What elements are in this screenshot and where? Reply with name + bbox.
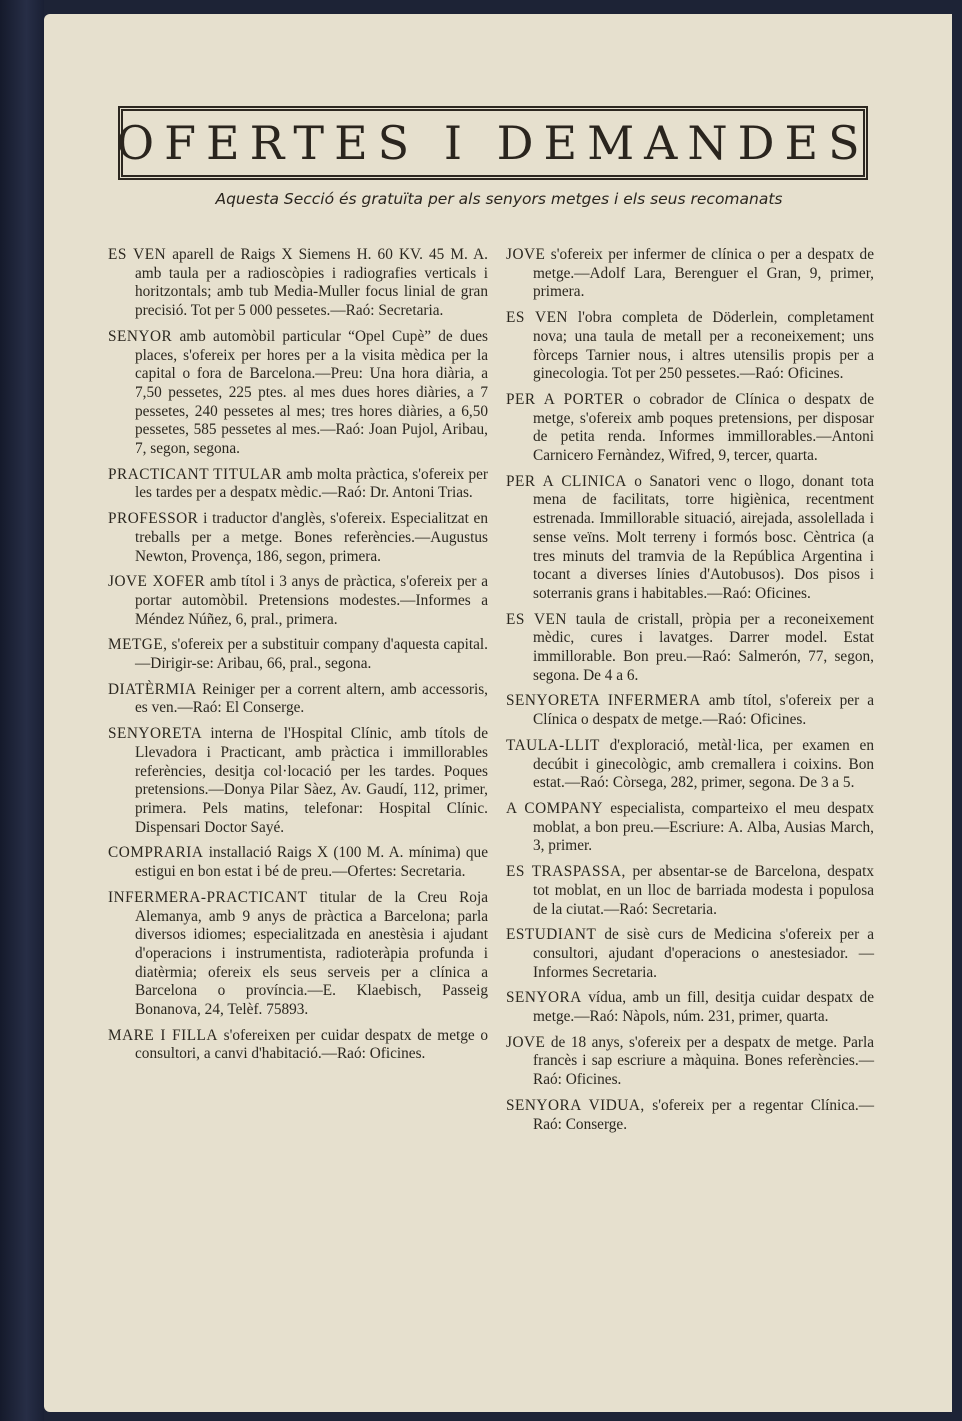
classified-ad [506, 863, 874, 919]
classified-ad [506, 611, 874, 686]
page-title: OFERTES I DEMANDES [116, 116, 870, 170]
classified-ad [506, 989, 874, 1026]
ad-text: de 18 anys, s'ofereix per a despatx de metge. Parla francès i sap escriure a màquina. Bones referències.—Raó: Oficines. [533, 1033, 874, 1089]
ad-lead: PROFESSOR [108, 510, 199, 528]
left-column [108, 246, 488, 1071]
classified-ad [506, 246, 874, 302]
classified-ad [108, 725, 488, 837]
ad-text: i traductor d'anglès, s'ofereix. Especialitzat en treballs per a metge. Bones referències.—Augustus Newton, Provença, 186, segon, primera. [135, 510, 488, 565]
ad-text: o cobrador de Clínica o despatx de metge, s'ofereix amb poques pretensions, per disposar de petita renda. Informes immillorables.—Antoni Carnicero Fernàndez, Wifred, 9, tercer, quarta. [533, 390, 874, 465]
ad-lead: PER A CLINICA [506, 472, 627, 490]
classified-ad [108, 466, 488, 503]
classified-ad [108, 1027, 488, 1064]
classified-ad [108, 246, 488, 321]
ad-text: taula de cristall, pròpia per a reconeixement mèdic, cures i lavatges. Darrer model. Estat immillorable. Bon preu.—Raó: Salmerón, 77, segon, segona. De 4 a 6. [533, 610, 874, 684]
classified-ad [108, 889, 488, 1020]
title-frame [118, 106, 868, 180]
ad-text: titular de la Creu Roja Alemanya, amb 9 anys de pràctica a Barcelona; parla diversos idiomes; especialitzada en anestèsia i ajudant d'operacions i instrumentista, radioteràpia profunda i diatèrmia; ofereix els seus serveis per a clínica a Barcelona o província.—E. Klaebisch, Passeig Bonanova, 24, Telèf. 75893. [135, 888, 488, 1019]
ad-lead: SENYORETA INFERMERA [506, 692, 701, 710]
ad-text: per absentar-se de Barcelona, despatx tot moblat, en un lloc de barriada modesta i populosa de la ciutat.—Raó: Secretaria. [533, 863, 874, 918]
ad-text: Reiniger per a corrent altern, amb accessoris, es ven.—Raó: El Conserge. [135, 680, 488, 717]
classified-ad [506, 391, 874, 466]
ad-text: amb títol, s'ofereix per a Clínica o despatx de metge.—Raó: Oficines. [533, 692, 874, 729]
classified-ad [506, 692, 874, 729]
classified-ad [108, 636, 488, 673]
ad-text: amb automòbil particular “Opel Cupè” de dues places, s'ofereix per hores per a la visita mèdica per la capital o fora de Barcelona.—Preu: Una hora diària, a 7,50 pessetes, 225 ptes. al mes dues hores diàries, a 7 pessetes, 240 pessetes al mes; tres hores diàries, a 6,50 pessetes, 585 pessetes al mes.—Raó: Joan Pujol, Aribau, 7, segon, segona. [135, 327, 488, 458]
ad-text: amb títol i 3 anys de pràctica, s'ofereix per a portar automòbil. Pretensions modestes.—Informes a Méndez Núñez, 6, pral., primera. [135, 573, 488, 628]
ad-lead: METGE, [108, 636, 168, 654]
classified-ad [108, 328, 488, 459]
ad-lead: SENYORA VIDUA, [506, 1096, 645, 1114]
ad-lead: JOVE XOFER [108, 573, 206, 591]
ad-lead: TAULA-LLIT [506, 736, 600, 754]
classified-ad [506, 800, 874, 856]
ad-lead: PER A PORTER [506, 390, 625, 408]
ad-text: de sisè curs de Medicina s'ofereix per a consultori, ajudant d'operacions o anestesiador. — Informes Secretaria. [533, 926, 874, 981]
classified-ad [108, 573, 488, 629]
ad-text: installació Raigs X (100 M. A. mínima) que estigui en bon estat i bé de preu.—Ofertes: Secretaria. [135, 844, 488, 881]
ad-text: o Sanatori venc o llogo, donant tota mena de facilitats, torre higiènica, recentment estrenada. Immillorable situació, airejada, assolellada i sense veïns. Molt terreny i formós bosc. Cèntrica (a tres minuts del tramvia de la República Argentina i tocant a diverses línies d'Autobusos). Dos pisos i soterranis grans i habitables.—Raó: Oficines. [533, 472, 875, 602]
ad-text: vídua, amb un fill, desitja cuidar despatx de metge.—Raó: Nàpols, núm. 231, primer, quarta. [533, 989, 874, 1026]
ad-text: s'ofereixen per cuidar despatx de metge o consultori, a canvi d'habitació.—Raó: Oficines. [135, 1026, 488, 1063]
ad-lead: ESTUDIANT [506, 926, 597, 944]
classified-ad [506, 1097, 874, 1134]
right-column [506, 246, 874, 1141]
classified-ad [506, 737, 874, 793]
classified-ad [506, 926, 874, 982]
ad-lead: DIATÈRMIA [108, 680, 197, 698]
ad-lead: ES VEN [506, 309, 568, 327]
ad-lead: SENYORA [506, 989, 582, 1007]
ad-lead: JOVE [506, 1033, 546, 1051]
ad-text: l'obra completa de Döderlein, completament nova; una taula de metall per a reconeixement; uns fòrceps Tarnier nous, i altres utensilis propis per a ginecologia. Tot per 250 pessetes.—Raó: Oficines. [533, 309, 875, 383]
journal-page [44, 14, 952, 1412]
ad-lead: ES VEN [506, 610, 567, 628]
classified-ad [108, 681, 488, 718]
classified-ad [506, 1034, 874, 1090]
ad-lead: ES VEN [108, 246, 167, 263]
ad-lead: ES TRASPASSA, [506, 863, 626, 881]
ad-text: interna de l'Hospital Clínic, amb títols de Llevadora i Practicant, amb pràctica i immillorables referències, desitja col·locació per les tardes. Poques pretensions.—Donya Pilar Sàez, Av. Gaudí, 112, primer, primera. Pels matins, telefonar: Hospital Clínic. Dispensari Doctor Sayé. [135, 725, 488, 836]
book-spine [0, 0, 44, 1421]
ad-text: s'ofereix per a regentar Clínica.—Raó: Conserge. [533, 1096, 874, 1133]
classified-ad [108, 844, 488, 881]
ad-lead: INFERMERA-PRACTICANT [108, 888, 308, 906]
ad-text: aparell de Raigs X Siemens H. 60 KV. 45 M. A. amb taula per a radioscòpies i radiografies verticals i horitzontals; amb tub Media-Muller focus linial de gran precisió. Tot per 5 000 pessetes.—Raó: Secretaria. [135, 246, 488, 320]
ad-text: d'exploració, metàl·lica, per examen en decúbit i ginecològic, amb cremallera i coixins. Bon estat.—Raó: Còrsega, 282, primer, segona. De 3 a 5. [533, 736, 874, 792]
classified-ad [506, 309, 874, 384]
ad-text: s'ofereix per infermer de clínica o per a despatx de metge.—Adolf Lara, Berenguer el Gran, 9, primer, primera. [533, 246, 874, 301]
ad-text: amb molta pràctica, s'ofereix per les tardes per a despatx mèdic.—Raó: Dr. Antoni Trias. [135, 465, 489, 502]
ad-lead: JOVE [506, 246, 546, 263]
ad-lead: SENYOR [108, 327, 173, 345]
ad-text: especialista, comparteixo el meu despatx moblat, a bon preu.—Escriure: A. Alba, Ausias March, 3, primer. [533, 799, 874, 855]
ad-lead: PRACTICANT TITULAR [108, 465, 283, 483]
ad-lead: COMPRARIA [108, 844, 204, 862]
classified-ad [108, 510, 488, 566]
ad-lead: SENYORETA [108, 725, 203, 743]
classified-ad [506, 473, 874, 604]
section-subtitle: Aquesta Secció és gratuïta per als senyors metges i els seus recomanats [215, 190, 783, 208]
ad-text: s'ofereix per a substituir company d'aquesta capital.—Dirigir-se: Aribau, 66, pral., segona. [135, 636, 488, 673]
ad-lead: MARE I FILLA [108, 1026, 218, 1044]
ad-lead: A COMPANY [506, 799, 604, 817]
